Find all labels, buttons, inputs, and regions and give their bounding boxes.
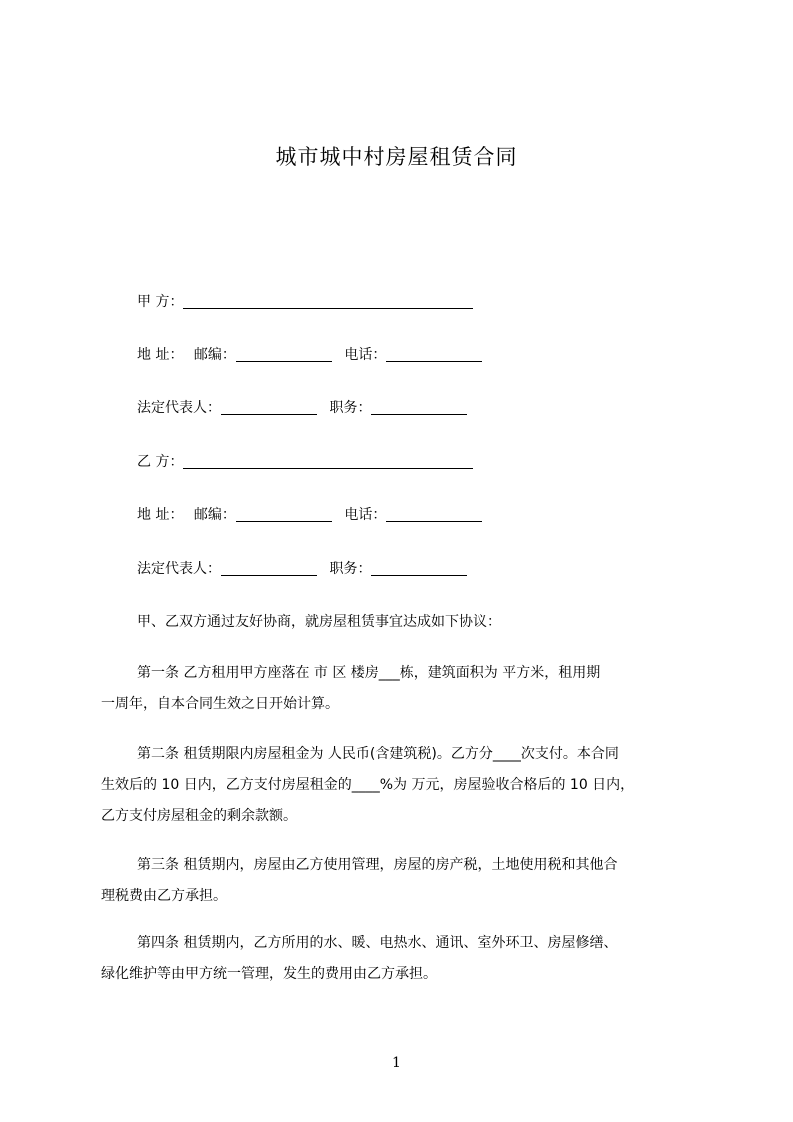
- article-2: [101, 739, 707, 832]
- party-b-line: [137, 452, 473, 472]
- party-a-postcode-blank: [236, 347, 332, 362]
- page-number: 1: [392, 1055, 401, 1071]
- party-a-address-label: 地 址：: [137, 347, 184, 363]
- article-line: 一周年，自本合同生效之日开始计算。: [101, 696, 339, 712]
- article-line: 第四条 租赁期内，乙方所用的水、暖、电热水、通讯、室外环卫、房屋修缮、: [137, 935, 618, 951]
- party-b-address-line: [137, 505, 482, 525]
- party-a-phone-label: 电话：: [344, 347, 387, 363]
- party-b-phone-label: 电话：: [344, 507, 387, 523]
- article-line: 第三条 租赁期内，房屋由乙方使用管理，房屋的房产税，土地使用税和其他合: [137, 857, 618, 873]
- article-line: 乙方支付房屋租金的剩余款额。: [101, 808, 297, 824]
- party-a-rep-blank: [221, 400, 317, 415]
- article-line: 第二条 租赁期限内房屋租金为 人民币(含建筑税)。乙方分____次支付。本合同: [137, 746, 619, 762]
- party-b-rep-blank: [221, 561, 317, 576]
- party-a-rep-label: 法定代表人：: [137, 400, 221, 416]
- party-a-blank: [183, 294, 473, 309]
- article-1: [101, 658, 707, 720]
- article-3: [101, 850, 707, 912]
- party-b-position-label: 职务：: [329, 561, 372, 577]
- article-line: 第一条 乙方租用甲方座落在 市 区 楼房___栋，建筑面积为 平方米，租用期: [137, 665, 601, 681]
- party-a-postcode-label: 邮编：: [193, 347, 236, 363]
- party-b-address-label: 地 址：: [137, 507, 184, 523]
- party-b-position-blank: [371, 561, 467, 576]
- party-a-address-line: [137, 345, 482, 365]
- party-b-postcode-blank: [236, 507, 332, 522]
- intro-paragraph: 甲、乙双方通过友好协商，就房屋租赁事宜达成如下协议：: [137, 614, 501, 630]
- party-a-rep-line: [137, 398, 467, 418]
- party-b-rep-line: [137, 559, 467, 579]
- article-4: [101, 928, 707, 990]
- party-a-phone-blank: [386, 347, 482, 362]
- party-b-phone-blank: [386, 507, 482, 522]
- article-line: 理税费由乙方承担。: [101, 888, 227, 904]
- party-b-label: 乙 方：: [137, 454, 184, 470]
- party-b-blank: [183, 454, 473, 469]
- party-a-position-label: 职务：: [329, 400, 372, 416]
- party-a-label: 甲 方：: [137, 294, 184, 310]
- document-title: 城市城中村房屋租赁合同: [275, 145, 518, 169]
- party-b-postcode-label: 邮编：: [193, 507, 236, 523]
- party-b-rep-label: 法定代表人：: [137, 561, 221, 577]
- article-line: 绿化维护等由甲方统一管理，发生的费用由乙方承担。: [101, 966, 437, 982]
- party-a-line: [137, 292, 473, 312]
- article-line: 生效后的 10 日内，乙方支付房屋租金的____%为 万元，房屋验收合格后的 10 日内，: [101, 777, 635, 793]
- party-a-position-blank: [371, 400, 467, 415]
